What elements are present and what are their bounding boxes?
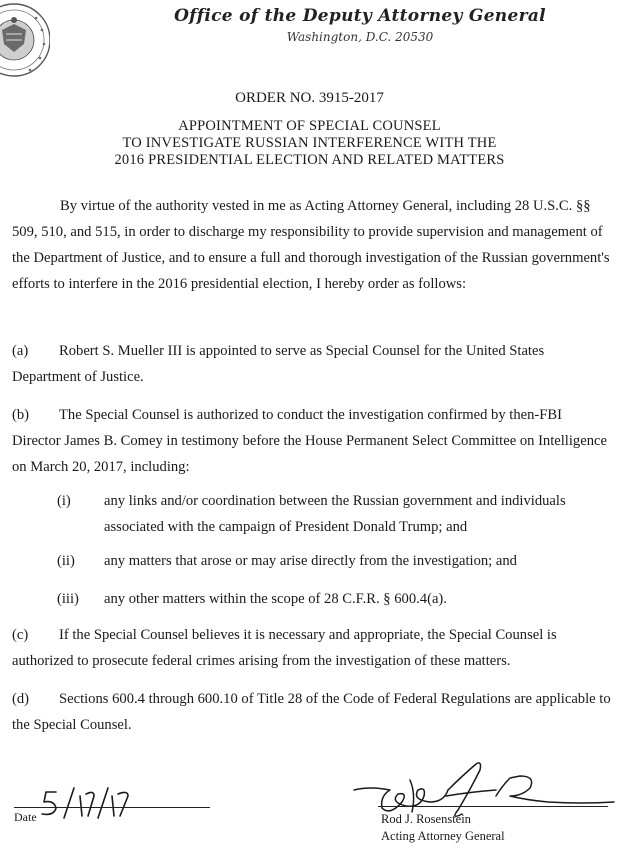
signer-title: Acting Attorney General (381, 829, 505, 843)
signer-signature-line (378, 806, 608, 807)
paragraph-b (12, 402, 612, 480)
subparagraph-label: (iii) (57, 591, 79, 607)
letterhead-office: Office of the Deputy Attorney General (174, 6, 546, 26)
date-label: Date (14, 810, 37, 824)
paragraph-label: (b) (12, 407, 30, 423)
signer-block (381, 811, 505, 845)
subparagraph-label: (ii) (57, 553, 75, 569)
paragraph-text: Robert S. Mueller III is appointed to serve as Special Counsel for the United States Department of Justice. (12, 343, 545, 385)
order-title-line: APPOINTMENT OF SPECIAL COUNSEL (178, 118, 441, 134)
paragraph-text: If the Special Counsel believes it is necessary and appropriate, the Special Counsel is authorized to prosecute federal crimes arising from the investigation of these matters. (12, 627, 557, 669)
subparagraph-text: any other matters within the scope of 28 C.F.R. § 600.4(a). (104, 591, 447, 607)
signer-name: Rod J. Rosenstein (381, 812, 471, 826)
paragraph-label: (c) (12, 627, 29, 643)
date-signature-line (14, 807, 210, 808)
order-title-line: TO INVESTIGATE RUSSIAN INTERFERENCE WITH THE (122, 135, 497, 151)
subparagraph-label: (i) (57, 493, 71, 509)
subparagraph-text: any links and/or coordination between the Russian government and individuals associated with the campaign of President Donald Trump; and (104, 493, 566, 535)
paragraph-c (12, 622, 612, 674)
order-title (0, 118, 619, 169)
paragraph-text: The Special Counsel is authorized to conduct the investigation confirmed by then-FBI Director James B. Comey in testimony before the House Permanent Select Committee on Intelligence on March 20, 2017, including: (12, 407, 607, 475)
paragraph-text: Sections 600.4 through 600.10 of Title 28 of the Code of Federal Regulations are applicable to the Special Counsel. (12, 691, 611, 733)
order-number: ORDER NO. 3915-2017 (235, 90, 384, 106)
paragraph-a (12, 338, 612, 390)
letterhead-address: Washington, D.C. 20530 (286, 30, 434, 44)
paragraph-label: (d) (12, 691, 30, 707)
paragraph-label: (a) (12, 343, 29, 359)
paragraph-d (12, 686, 612, 738)
department-seal-icon (0, 0, 50, 86)
subparagraph-text: any matters that arose or may arise directly from the investigation; and (104, 553, 517, 569)
intro-paragraph: By virtue of the authority vested in me as Acting Attorney General, including 28 U.S.C. §§ 509, 510, and 515, in order to discharge my responsibility to provide supervision and management of the Department of Justice, and to ensure a full and thorough investigation of the Russian government's efforts to interfere in the 2016 presidential election, I hereby order as follows: (12, 198, 610, 292)
handwritten-date (10, 784, 210, 824)
order-title-line: 2016 PRESIDENTIAL ELECTION AND RELATED MATTERS (114, 152, 505, 168)
